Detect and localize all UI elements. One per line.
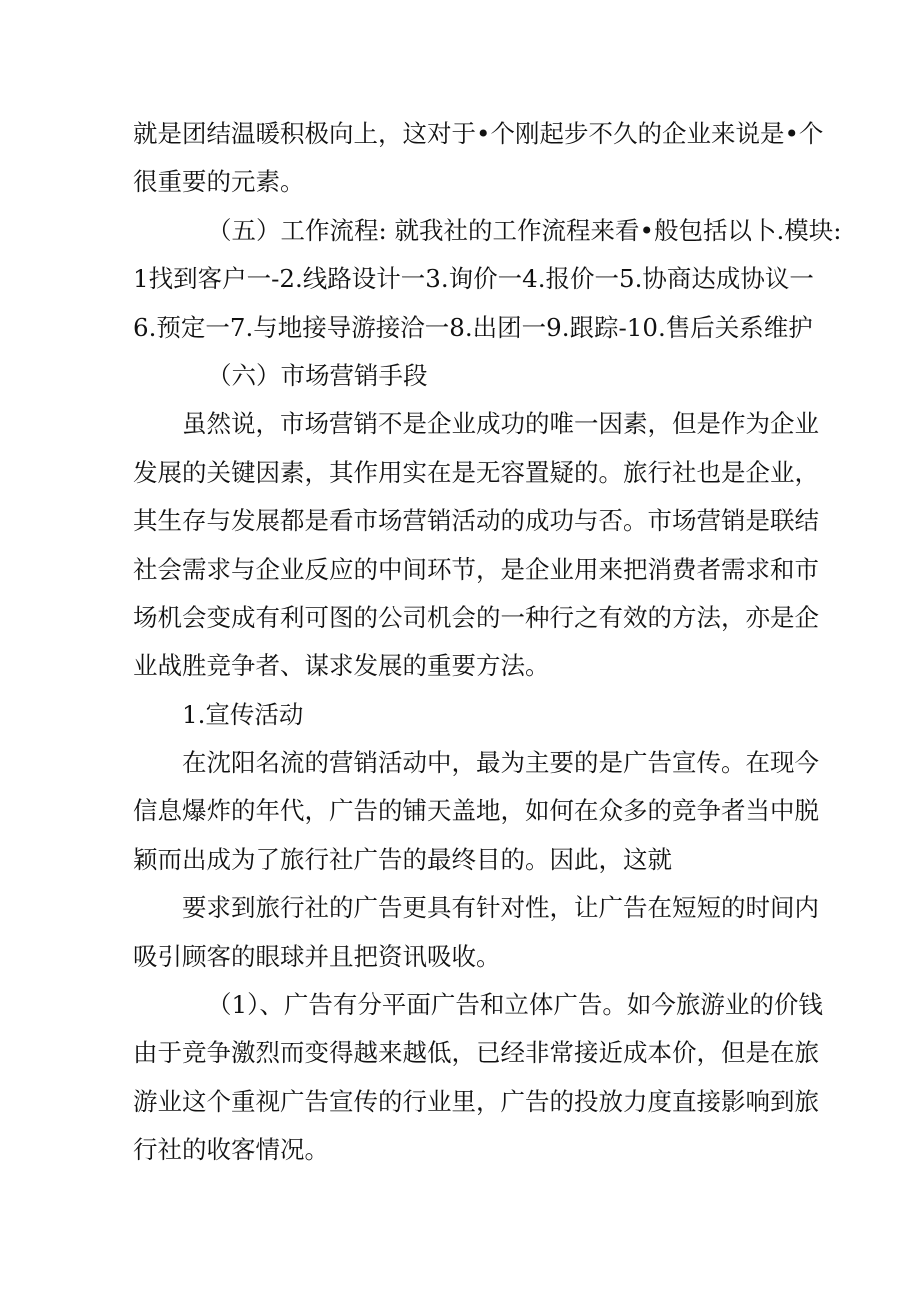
text-line: 颖而出成为了旅行社广告的最终目的。因此，这就: [133, 844, 672, 874]
section-marketing: [133, 352, 793, 400]
text-line: 在沈阳名流的营销活动中，最为主要的是广告宣传。在现今: [182, 748, 819, 778]
text-line: 信息爆炸的年代，广告的铺天盖地，如何在众多的竞争者当中脱: [133, 796, 819, 826]
text-line: 6.预定一7.与地接导游接洽一8.出团一9.跟踪-10.售后关系维护: [133, 312, 813, 342]
text-line: （1）、广告有分平面广告和立体广告。如今旅游业的价钱: [207, 990, 823, 1020]
paragraph-ad-types: [133, 981, 823, 1175]
paragraph-advertising: [133, 739, 819, 884]
paragraph-team-culture: [133, 110, 824, 207]
subsection-heading-promotion: 1.宣传活动: [182, 699, 304, 729]
text-line: 要求到旅行社的广告更具有针对性，让广告在短短的时间内: [182, 893, 819, 923]
text-line: 发展的关键因素，其作用实在是无容置疑的。旅行社也是企业，: [133, 457, 819, 487]
text-line: 其生存与发展都是看市场营销活动的成功与否。市场营销是联结: [133, 506, 819, 536]
text-line: 很重要的元素。: [133, 167, 305, 197]
section-heading-workflow: （五）工作流程: 就我社的工作流程来看•般包括以卜.模块:: [207, 215, 842, 245]
text-line: 业战胜竞争者、谋求发展的重要方法。: [133, 651, 550, 681]
text-line: 虽然说，市场营销不是企业成功的唯一因素，但是作为企业: [182, 409, 819, 439]
text-line: 社会需求与企业反应的中间环节，是企业用来把消费者需求和市: [133, 554, 819, 584]
subsection-promotion: [133, 691, 793, 739]
text-line: 由于竞争激烈而变得越来越低，已经非常接近成本价，但是在旅: [133, 1038, 819, 1068]
text-line: 吸引顾客的眼球并且把资讯吸收。: [133, 941, 501, 971]
text-line: 就是团结温暖积极向上，这对于•个刚起步不久的企业来说是•个: [133, 119, 824, 148]
paragraph-workflow: [133, 207, 842, 352]
text-line: 场机会变成有利可图的公司机会的一种行之有效的方法，亦是企: [133, 602, 819, 632]
paragraph-marketing-intro: [133, 400, 819, 690]
text-line: 游业这个重视广告宣传的行业里，广告的投放力度直接影响到旅: [133, 1086, 819, 1116]
paragraph-targeting: [133, 884, 819, 981]
text-line: 行社的收客情况。: [133, 1135, 329, 1165]
text-line: 1找到客户一-2.线路设计一3.询价一4.报价一5.协商达成协议一: [133, 264, 814, 294]
document-body: [133, 110, 842, 1175]
section-heading-marketing: （六）市场营销手段: [207, 360, 428, 390]
